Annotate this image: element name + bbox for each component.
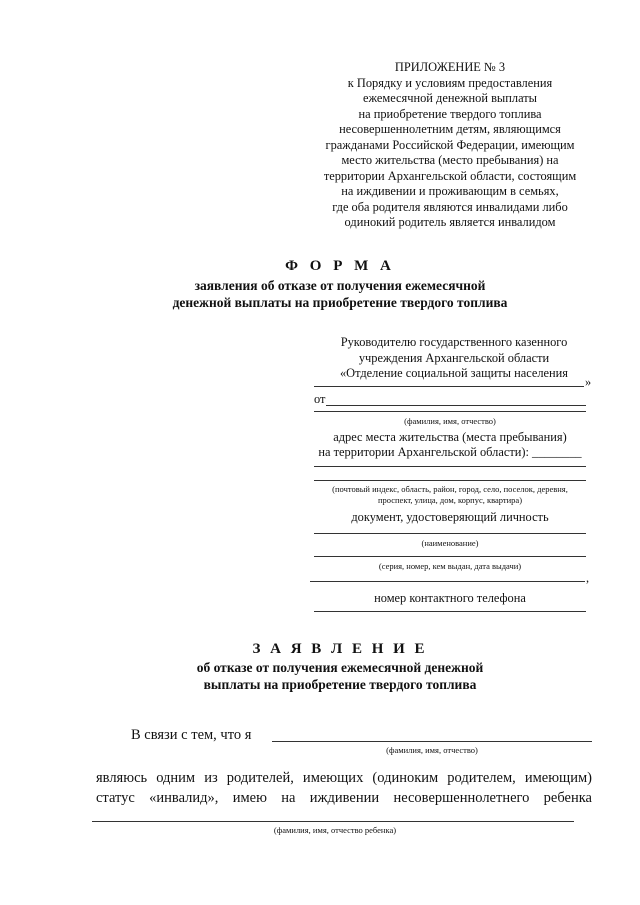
department-field[interactable]: [314, 386, 584, 387]
fio-caption: (фамилия, имя, отчество): [404, 416, 496, 426]
phone-label: номер контактного телефона: [374, 591, 526, 605]
statement-subtitle-line: об отказе от получения ежемесячной денежной: [196, 660, 484, 675]
from-label: от: [314, 392, 326, 406]
statement-subtitle: [0, 659, 640, 693]
appendix-line: ПРИЛОЖЕНИЕ № 3: [394, 60, 506, 74]
address-label-2: на территории Архангельской области): ________: [318, 445, 582, 459]
doc-series-field[interactable]: [314, 556, 586, 557]
appendix-line: где оба родителя являются инвалидами либо: [332, 199, 568, 214]
postal-caption-line: (почтовый индекс, область, район, город, село, поселок, деревня,: [332, 484, 568, 494]
comma: ,: [586, 571, 590, 585]
appendix-line: одинокий родитель является инвалидом: [344, 215, 556, 229]
addressee-block: [320, 335, 588, 382]
appendix-block: [300, 60, 600, 231]
from-field-2[interactable]: [314, 411, 586, 412]
statement-text-line: являюсь одним из родителей, имеющих (одиноким родителем, имеющим): [96, 770, 592, 786]
appendix-line: территории Архангельской области, состоящим: [323, 168, 577, 183]
appendix-line: на иждивении и проживающим в семьях,: [341, 184, 559, 198]
statement-intro: В связи с тем, что я: [131, 727, 252, 743]
appendix-line: ежемесячной денежной выплаты: [363, 91, 537, 105]
applicant-fio-caption: (фамилия, имя, отчество): [386, 745, 478, 755]
applicant-fio-field[interactable]: [272, 741, 592, 742]
addressee-line: Руководителю государственного казенного: [340, 335, 568, 349]
address-field-2[interactable]: [314, 480, 586, 481]
form-subtitle: [0, 277, 640, 311]
appendix-line: несовершеннолетним детям, являющимся: [339, 122, 561, 136]
phone-field[interactable]: [314, 611, 586, 612]
postal-caption: [310, 484, 590, 506]
statement-body: [96, 768, 592, 808]
appendix-line: к Порядку и условиям предоставления: [347, 75, 553, 90]
child-fio-field[interactable]: [92, 821, 574, 822]
statement-title: З А Я В Л Е Н И Е: [252, 641, 428, 657]
quote-close: »: [585, 375, 592, 389]
series-caption: (серия, номер, кем выдан, дата выдачи): [378, 561, 522, 571]
doc-extra-field[interactable]: [310, 581, 585, 582]
statement-text-line: статус «инвалид», имею на иждивении несовершеннолетнего ребенка: [96, 790, 592, 806]
appendix-line: на приобретение твердого топлива: [358, 106, 542, 121]
address-field-1[interactable]: [314, 466, 586, 467]
from-field[interactable]: [326, 405, 586, 406]
doc-label: документ, удостоверяющий личность: [351, 510, 549, 524]
form-subtitle-line: денежной выплаты на приобретение твердого топлива: [172, 295, 508, 310]
address-label-1: адрес места жительства (места пребывания): [333, 430, 567, 444]
addressee-line: учреждения Архангельской области: [358, 350, 550, 365]
addressee-line: «Отделение социальной защиты населения: [339, 366, 569, 380]
doc-name-field[interactable]: [314, 533, 586, 534]
statement-subtitle-line: выплаты на приобретение твердого топлива: [203, 677, 477, 692]
name-caption: (наименование): [421, 538, 479, 548]
appendix-line: место жительства (место пребывания) на: [341, 153, 559, 167]
child-fio-caption: (фамилия, имя, отчество ребенка): [273, 825, 397, 835]
postal-caption-line: проспект, улица, дом, корпус, квартира): [377, 495, 523, 505]
appendix-line: гражданами Российской Федерации, имеющим: [325, 137, 575, 152]
form-title: Ф О Р М А: [285, 258, 395, 274]
form-subtitle-line: заявления об отказе от получения ежемесячной: [194, 278, 486, 293]
